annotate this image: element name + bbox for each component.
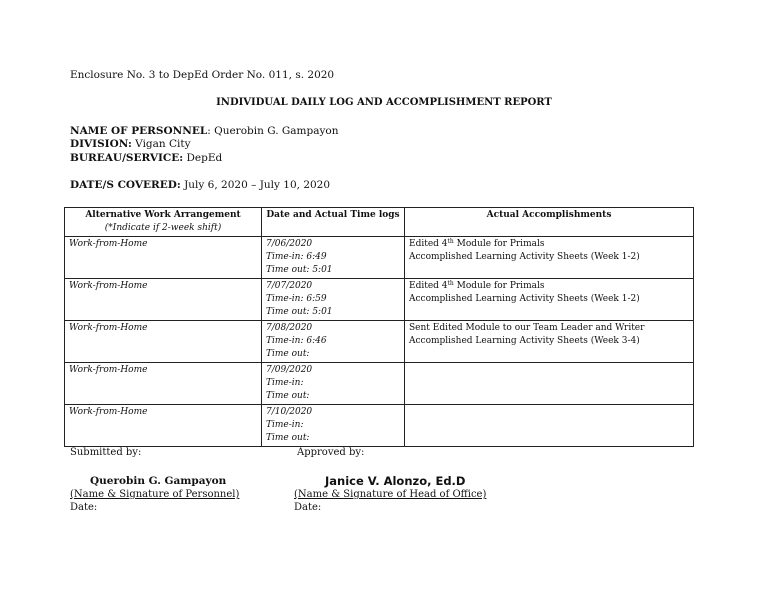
arrangement-cell [65, 363, 262, 405]
bureau-value: DepEd [183, 152, 223, 164]
time-in: Time-in: 6:59 [266, 294, 327, 304]
log-date: 7/08/2020 [266, 323, 313, 333]
submitter-caption: (Name & Signature of Personnel) [70, 489, 240, 500]
table-row [65, 321, 694, 363]
column-header-accomplishments: Actual Accomplishments [405, 208, 694, 237]
approver-caption: (Name & Signature of Head of Office) [294, 489, 487, 500]
accomplishment-text: Edited 4 [409, 239, 448, 249]
log-date: 7/07/2020 [266, 281, 313, 291]
date-time-cell [262, 321, 405, 363]
accomplishments-cell [405, 405, 694, 447]
accomplishment-line-1 [409, 280, 689, 293]
bureau-field [70, 152, 222, 164]
arrangement-header-note: (*Indicate if 2-week shift) [104, 223, 222, 233]
time-in: Time-in: 6:46 [266, 336, 327, 346]
column-header-date-time: Date and Actual Time logs [262, 208, 405, 237]
submitter-date: Date: [70, 502, 98, 513]
submitter-name: Querobin G. Gampayon [90, 475, 227, 487]
dates-label: DATE/S COVERED: [70, 179, 181, 191]
arrangement-value: Work-from-Home [69, 323, 148, 333]
accomplishments-cell [405, 279, 694, 321]
accomplishments-cell [405, 237, 694, 279]
date-time-cell [262, 237, 405, 279]
table-row [65, 237, 694, 279]
arrangement-cell [65, 321, 262, 363]
date-time-cell [262, 279, 405, 321]
arrangement-header-label: Alternative Work Arrangement [85, 210, 241, 220]
time-out: Time out: [266, 391, 310, 401]
table-row [65, 405, 694, 447]
accomplishment-text: Edited 4 [409, 281, 448, 291]
time-in: Time-in: [266, 420, 304, 430]
name-field [70, 125, 339, 137]
ordinal-suffix: th [447, 238, 454, 245]
log-date: 7/09/2020 [266, 365, 313, 375]
approver-date: Date: [294, 502, 322, 513]
arrangement-value: Work-from-Home [69, 281, 148, 291]
accomplishment-text-cont: Module for Primals [453, 239, 545, 249]
column-header-arrangement [65, 208, 262, 237]
submitted-by-label: Submitted by: [70, 447, 142, 458]
date-time-cell [262, 405, 405, 447]
accomplishment-text: Sent Edited Module to our Team Leader and Writer [409, 323, 645, 333]
date-time-cell [262, 363, 405, 405]
name-value: : Querobin G. Gampayon [207, 125, 339, 137]
accomplishment-line-1 [409, 322, 689, 335]
time-out: Time out: [266, 433, 310, 443]
time-in: Time-in: 6:49 [266, 252, 327, 262]
arrangement-value: Work-from-Home [69, 239, 148, 249]
log-date: 7/06/2020 [266, 239, 313, 249]
accomplishment-line-2: Accomplished Learning Activity Sheets (Week 1-2) [409, 294, 640, 304]
enclosure-reference: Enclosure No. 3 to DepEd Order No. 011, s. 2020 [70, 69, 335, 81]
accomplishment-text-cont: Module for Primals [453, 281, 545, 291]
arrangement-cell [65, 279, 262, 321]
arrangement-cell [65, 237, 262, 279]
time-out: Time out: 5:01 [266, 307, 333, 317]
dates-value: July 6, 2020 – July 10, 2020 [180, 179, 331, 191]
approved-by-label: Approved by: [297, 447, 365, 458]
table-row [65, 363, 694, 405]
daily-log-table [64, 207, 694, 447]
division-label: DIVISION: [70, 138, 132, 150]
accomplishment-line-1 [409, 238, 689, 251]
accomplishment-line-2: Accomplished Learning Activity Sheets (Week 3-4) [409, 336, 640, 346]
dates-covered-field [70, 179, 330, 191]
arrangement-value: Work-from-Home [69, 365, 148, 375]
division-value: Vigan City [131, 138, 191, 150]
table-header-row [65, 208, 694, 237]
log-date: 7/10/2020 [266, 407, 313, 417]
accomplishments-cell [405, 321, 694, 363]
name-label: NAME OF PERSONNEL [70, 125, 208, 137]
arrangement-value: Work-from-Home [69, 407, 148, 417]
accomplishment-line-2: Accomplished Learning Activity Sheets (Week 1-2) [409, 252, 640, 262]
report-title: INDIVIDUAL DAILY LOG AND ACCOMPLISHMENT REPORT [216, 97, 552, 108]
accomplishments-cell [405, 363, 694, 405]
time-out: Time out: [266, 349, 310, 359]
time-in: Time-in: [266, 378, 304, 388]
arrangement-cell [65, 405, 262, 447]
bureau-label: BUREAU/SERVICE: [70, 152, 184, 164]
division-field [70, 138, 191, 150]
ordinal-suffix: th [447, 280, 454, 287]
time-out: Time out: 5:01 [266, 265, 333, 275]
approver-name: Janice V. Alonzo, Ed.D [325, 474, 466, 488]
table-row [65, 279, 694, 321]
